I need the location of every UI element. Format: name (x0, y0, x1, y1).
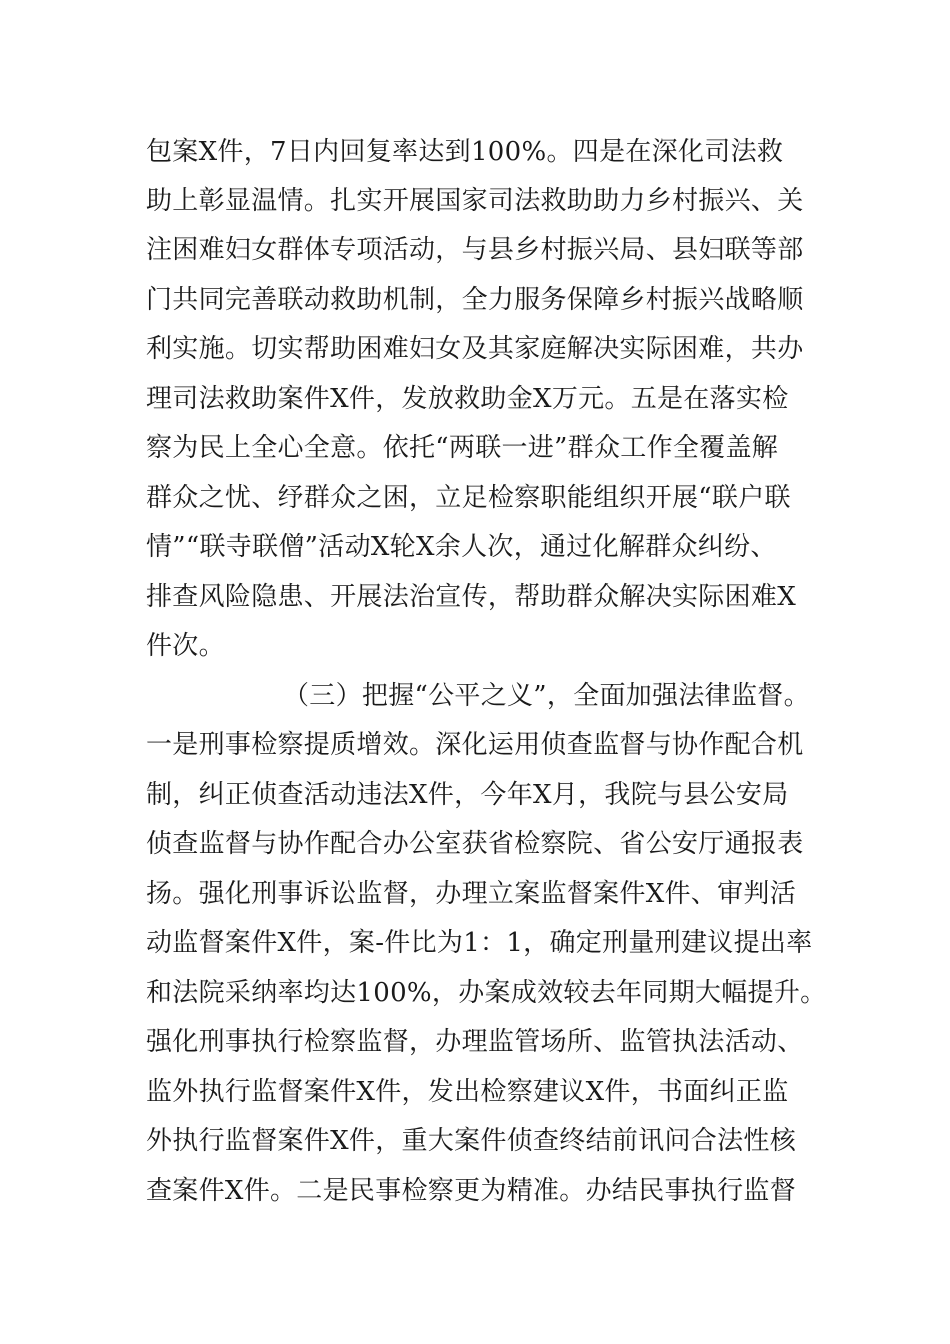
paragraph-line: 外执行监督案件X件，重大案件侦查终结前讯问合法性核 (146, 1126, 797, 1156)
paragraph-line: 包案X件，7日内回复率达到100%。四是在深化司法救 (146, 137, 784, 167)
paragraph-line: 侦查监督与协作配合办公室获省检察院、省公安厅通报表 (146, 829, 804, 859)
paragraph-line: 强化刑事执行检察监督，办理监管场所、监管执法活动、 (146, 1027, 804, 1057)
paragraph-line: 动监督案件X件，案-件比为1：1，确定刑量刑建议提出率 (146, 928, 813, 958)
paragraph-line: 一是刑事检察提质增效。深化运用侦查监督与协作配合机 (146, 730, 804, 760)
paragraph-line: 情”“联寺联僧”活动X轮X余人次，通过化解群众纠纷、 (146, 532, 777, 562)
section-heading: （三）把握“公平之义”，全面加强法律监督。 (283, 681, 810, 711)
paragraph-line: 和法院采纳率均达100%，办案成效较去年同期大幅提升。 (146, 978, 827, 1008)
paragraph-line: 利实施。切实帮助困难妇女及其家庭解决实际困难，共办 (146, 334, 804, 364)
paragraph-line: 门共同完善联动救助机制，全力服务保障乡村振兴战略顺 (146, 285, 804, 315)
paragraph-line: 排查风险隐患、开展法治宣传，帮助群众解决实际困难X (146, 582, 797, 612)
paragraph-line: 注困难妇女群体专项活动，与县乡村振兴局、县妇联等部 (146, 235, 804, 265)
paragraph-line: 件次。 (146, 631, 225, 661)
paragraph-line: 制，纠正侦查活动违法X件，今年X月，我院与县公安局 (146, 780, 789, 810)
paragraph-line: 察为民上全心全意。依托“两联一进”群众工作全覆盖解 (146, 433, 779, 463)
paragraph-line: 群众之忧、纾群众之困，立足检察职能组织开展“联户联 (146, 483, 791, 513)
paragraph-line: 查案件X件。二是民事检察更为精准。办结民事执行监督 (146, 1176, 797, 1206)
paragraph-line: 扬。强化刑事诉讼监督，办理立案监督案件X件、审判活 (146, 879, 797, 909)
paragraph-line: 监外执行监督案件X件，发出检察建议X件，书面纠正监 (146, 1077, 789, 1107)
paragraph-line: 助上彰显温情。扎实开展国家司法救助助力乡村振兴、关 (146, 186, 804, 216)
paragraph-line: 理司法救助案件X件，发放救助金X万元。五是在落实检 (146, 384, 789, 414)
